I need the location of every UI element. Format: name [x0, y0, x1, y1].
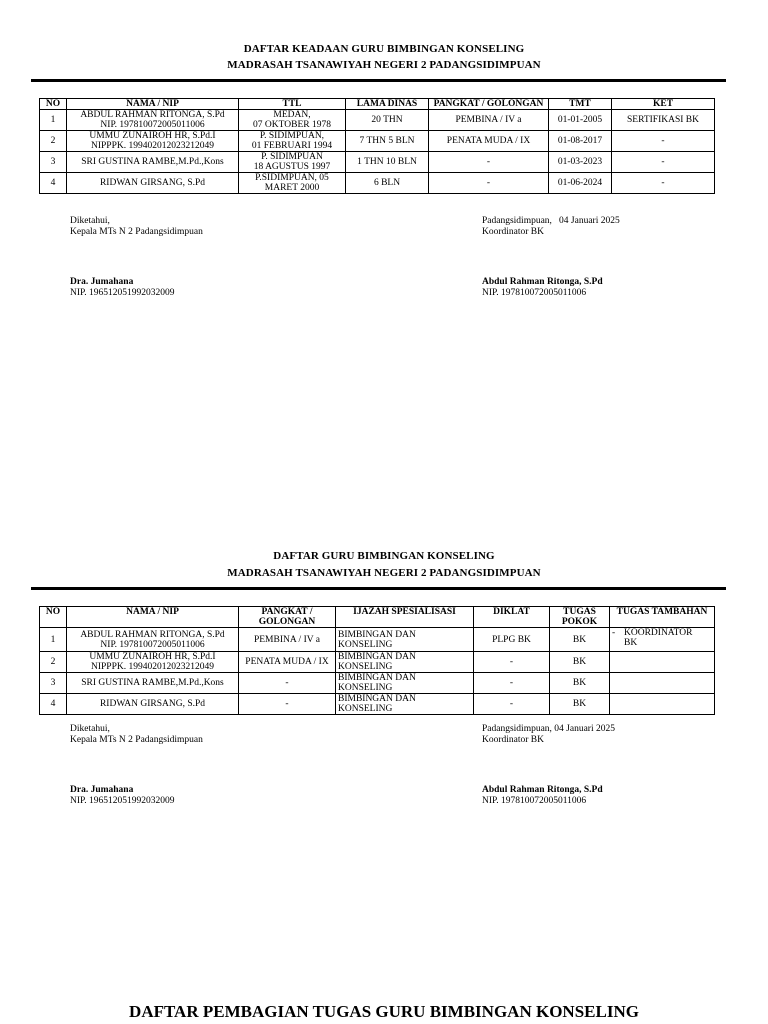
cell-nama: RIDWAN GIRSANG, S.Pd — [67, 173, 239, 194]
cell-ket: - — [612, 173, 715, 194]
cell-diklat: - — [474, 673, 550, 694]
ttl-line1: P.SIDIMPUAN, 05 — [255, 173, 329, 183]
cell-pangkat: PENATA MUDA / IX — [239, 652, 336, 673]
cell-ket: - — [612, 131, 715, 152]
cell-no: 3 — [40, 673, 67, 694]
cell-pangkat: PENATA MUDA / IX — [429, 131, 549, 152]
doc2-right-signature — [482, 724, 742, 746]
sig-nip: NIP. 197810072005011006 — [482, 796, 587, 806]
doc1-title-line1: DAFTAR KEADAAN GURU BIMBINGAN KONSELING — [243, 43, 525, 55]
cell-ket: SERTIFIKASI BK — [612, 110, 715, 131]
cell-tugas: BK — [550, 673, 610, 694]
ttl-line1: P. SIDIMPUAN, — [259, 131, 325, 141]
cell-lama: 1 THN 10 BLN — [346, 152, 429, 173]
table-row — [40, 173, 715, 194]
cell-diklat: - — [474, 652, 550, 673]
sig-line2: Kepala MTs N 2 Padangsidimpuan — [70, 735, 203, 745]
sig-line1: Diketahui, — [70, 724, 110, 734]
cell-ijazah: BIMBINGAN DAN KONSELING — [336, 673, 474, 694]
cell-tugas: BK — [550, 628, 610, 652]
cell-tmt: 01-03-2023 — [549, 152, 612, 173]
cell-ijazah: BIMBINGAN DAN KONSELING — [336, 628, 474, 652]
doc2-left-signatory — [70, 785, 330, 807]
doc3-title: DAFTAR PEMBAGIAN TUGAS GURU BIMBINGAN KONSELING — [129, 1002, 639, 1021]
sig-line2: Koordinator BK — [482, 227, 545, 237]
cell-ket: - — [612, 152, 715, 173]
cell-pangkat: PEMBINA / IV a — [429, 110, 549, 131]
ttl-line2: 18 AGUSTUS 1997 — [253, 162, 331, 172]
cell-nama: SRI GUSTINA RAMBE,M.Pd.,Kons — [67, 152, 239, 173]
header-diklat: DIKLAT — [474, 607, 550, 628]
ttl-line1: MEDAN, — [273, 110, 311, 120]
sig-line2: Koordinator BK — [482, 735, 545, 745]
nip-text: NIP. 197810072005011006 — [100, 639, 205, 650]
table-row — [40, 673, 715, 694]
sig-nip: NIP. 196512051992032009 — [70, 796, 175, 806]
nip-text: NIP. 197810072005011006 — [100, 120, 205, 130]
nama-text: ABDUL RAHMAN RITONGA, S.Pd — [80, 110, 225, 120]
cell-no: 1 — [40, 110, 67, 131]
table-row — [40, 131, 715, 152]
cell-ijazah: BIMBINGAN DAN KONSELING — [336, 694, 474, 715]
cell-ttl — [239, 152, 346, 173]
cell-pangkat: - — [429, 173, 549, 194]
table-row — [40, 628, 715, 652]
doc2-divider — [31, 587, 726, 590]
cell-pangkat: - — [239, 694, 336, 715]
cell-pangkat: PEMBINA / IV a — [239, 628, 336, 652]
cell-tambahan — [610, 628, 715, 652]
sig-name: Abdul Rahman Ritonga, S.Pd — [482, 277, 603, 287]
header-pangkat: PANGKAT / GOLONGAN — [239, 607, 336, 628]
cell-no: 4 — [40, 694, 67, 715]
cell-ttl — [239, 173, 346, 194]
cell-no: 3 — [40, 152, 67, 173]
doc1-title-line2: MADRASAH TSANAWIYAH NEGERI 2 PADANGSIDIMPUAN — [227, 59, 541, 71]
cell-nama — [67, 131, 239, 152]
cell-diklat: PLPG BK — [474, 628, 550, 652]
doc1-table — [39, 98, 715, 194]
header-tugas-tambahan: TUGAS TAMBAHAN — [610, 607, 715, 628]
table-row — [40, 694, 715, 715]
sig-line1: Diketahui, — [70, 216, 110, 226]
header-no: NO — [40, 99, 67, 110]
doc1-divider — [31, 79, 726, 82]
cell-nama — [67, 628, 239, 652]
sig-line2: Kepala MTs N 2 Padangsidimpuan — [70, 227, 203, 237]
nama-text: ABDUL RAHMAN RITONGA, S.Pd — [80, 629, 225, 640]
doc1-left-signature — [70, 216, 330, 238]
cell-ijazah: BIMBINGAN DAN KONSELING — [336, 652, 474, 673]
header-ttl: TTL — [239, 99, 346, 110]
doc1-right-signature — [482, 216, 742, 238]
header-ijazah: IJAZAH SPESIALISASI — [336, 607, 474, 628]
cell-tambahan — [610, 694, 715, 715]
cell-tambahan — [610, 673, 715, 694]
cell-nama: SRI GUSTINA RAMBE,M.Pd.,Kons — [67, 673, 239, 694]
header-pangkat: PANGKAT / GOLONGAN — [429, 99, 549, 110]
cell-pangkat: - — [429, 152, 549, 173]
doc1-right-signatory — [482, 277, 742, 299]
cell-no: 2 — [40, 652, 67, 673]
cell-no: 2 — [40, 131, 67, 152]
nama-text: UMMU ZUNAIROH HR, S.Pd.I — [89, 131, 216, 141]
table-row — [40, 152, 715, 173]
cell-tmt: 01-06-2024 — [549, 173, 612, 194]
nip-text: NIPPPK. 199402012023212049 — [91, 662, 214, 672]
doc2-right-signatory — [482, 785, 742, 807]
cell-tambahan — [610, 652, 715, 673]
cell-diklat: - — [474, 694, 550, 715]
doc2-header-row — [40, 607, 715, 628]
sig-line1: Padangsidimpuan, 04 Januari 2025 — [482, 724, 615, 734]
header-nama: NAMA / NIP — [67, 607, 239, 628]
sig-name: Dra. Jumahana — [70, 277, 134, 287]
doc2-title-line2: MADRASAH TSANAWIYAH NEGERI 2 PADANGSIDIMPUAN — [227, 567, 541, 579]
cell-lama: 20 THN — [346, 110, 429, 131]
ttl-line2: 07 OKTOBER 1978 — [253, 120, 331, 130]
cell-tugas: BK — [550, 694, 610, 715]
cell-no: 1 — [40, 628, 67, 652]
cell-nama — [67, 110, 239, 131]
cell-pangkat: - — [239, 673, 336, 694]
cell-lama: 6 BLN — [346, 173, 429, 194]
header-no: NO — [40, 607, 67, 628]
header-lama-dinas: LAMA DINAS — [346, 99, 429, 110]
ttl-line2: MARET 2000 — [264, 183, 320, 193]
sig-line1: Padangsidimpuan, 04 Januari 2025 — [482, 216, 620, 226]
nip-text: NIPPPK. 199402012023212049 — [91, 141, 214, 151]
cell-lama: 7 THN 5 BLN — [346, 131, 429, 152]
table-row — [40, 652, 715, 673]
table-row — [40, 110, 715, 131]
sig-name: Abdul Rahman Ritonga, S.Pd — [482, 785, 603, 795]
doc1-left-signatory — [70, 277, 330, 299]
bullet: - — [612, 628, 616, 638]
header-tugas-pokok: TUGAS POKOK — [550, 607, 610, 628]
cell-ttl — [239, 110, 346, 131]
cell-tugas: BK — [550, 652, 610, 673]
sig-nip: NIP. 196512051992032009 — [70, 288, 175, 298]
doc2-left-signature — [70, 724, 330, 746]
ttl-line2: 01 FEBRUARI 1994 — [251, 141, 333, 151]
cell-no: 4 — [40, 173, 67, 194]
header-ket: KET — [612, 99, 715, 110]
ttl-line1: P. SIDIMPUAN — [261, 152, 323, 162]
tambahan-line2: BK — [624, 638, 638, 648]
doc1-header-row — [40, 99, 715, 110]
cell-ttl — [239, 131, 346, 152]
cell-tmt: 01-01-2005 — [549, 110, 612, 131]
doc2-title-line1: DAFTAR GURU BIMBINGAN KONSELING — [273, 550, 495, 562]
sig-nip: NIP. 197810072005011006 — [482, 288, 587, 298]
tambahan-line1: KOORDINATOR — [624, 628, 693, 638]
nama-text: UMMU ZUNAIROH HR, S.Pd.I — [89, 652, 216, 662]
sig-name: Dra. Jumahana — [70, 785, 134, 795]
cell-nama — [67, 652, 239, 673]
cell-nama: RIDWAN GIRSANG, S.Pd — [67, 694, 239, 715]
cell-tmt: 01-08-2017 — [549, 131, 612, 152]
doc2-table — [39, 606, 715, 715]
header-nama: NAMA / NIP — [67, 99, 239, 110]
header-tmt: TMT — [549, 99, 612, 110]
